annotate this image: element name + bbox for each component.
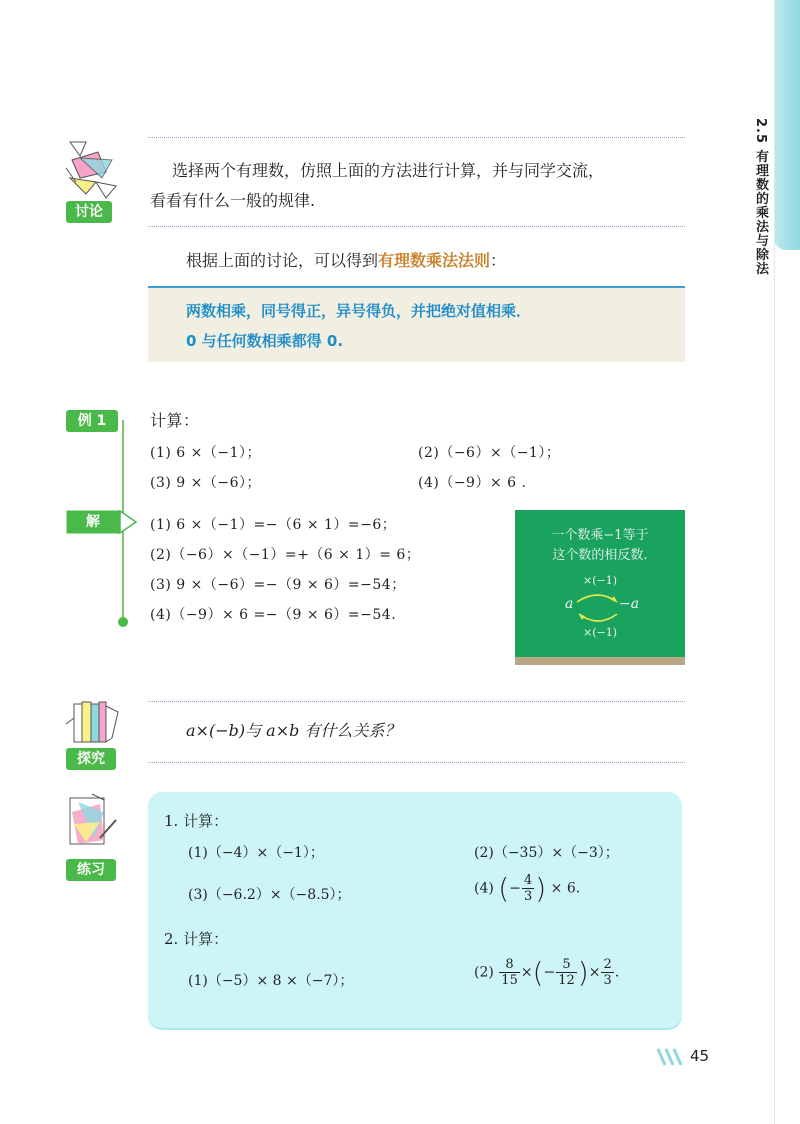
board-right: −a	[619, 596, 640, 612]
board-left: a	[565, 596, 574, 612]
chalkboard	[515, 510, 685, 665]
divider-dotted	[148, 762, 685, 763]
solution-line-4: (4)（−9）× 6 =−（9 × 6）=−54.	[150, 607, 397, 623]
discuss-line-1: 选择两个有理数，仿照上面的方法进行计算，并与同学交流，	[172, 161, 605, 180]
conclusion-suffix: ：	[490, 251, 507, 270]
practice-notebook-icon	[64, 792, 124, 856]
discuss-line-2: 看看有什么一般的规律.	[150, 191, 316, 210]
fraction	[601, 957, 613, 988]
conclusion-sentence	[186, 246, 506, 276]
solution-line-2: (2)（−6）×（−1）=+（6 × 1）= 6；	[150, 547, 421, 563]
q2-item-2-label: (2)	[474, 964, 494, 981]
fraction	[499, 957, 520, 988]
fraction-numerator: 2	[603, 957, 612, 972]
board-line-1: 一个数乘−1等于	[551, 528, 649, 543]
solution-line-3: (3) 9 ×（−6）=−（9 × 6）=−54；	[150, 577, 406, 593]
fraction-denominator: 15	[501, 973, 518, 988]
practice-q1: 1. 计算：	[164, 812, 229, 830]
explore-question: a×(−b)与 a×b 有什么关系？	[186, 721, 401, 740]
q1-item-4-label: (4)	[474, 880, 494, 897]
fraction-numerator: 4	[523, 873, 533, 888]
paren-open: (	[498, 872, 510, 905]
end-period: .	[614, 964, 620, 981]
explore-books-icon	[64, 698, 124, 746]
times-sign: ×	[520, 964, 533, 981]
paren-close: )	[535, 872, 547, 905]
rule-line-1: 两数相乘，同号得正，异号得负，并把绝对值相乘．	[186, 302, 532, 320]
example-item-1: (1) 6 ×（−1）；	[150, 445, 262, 461]
example-line-dot	[118, 617, 128, 627]
divider-dotted	[148, 137, 685, 138]
fraction	[556, 957, 577, 988]
sidebar-tab	[774, 0, 800, 250]
practice-box	[148, 792, 682, 1028]
solution-line-1: (1) 6 ×（−1）=−（6 × 1）=−6；	[150, 517, 397, 533]
solution-badge: 解	[86, 514, 100, 530]
fraction-denominator: 3	[523, 889, 533, 904]
practice-q2: 2. 计算：	[164, 930, 229, 948]
practice-q2-item-1: (1)（−5）× 8 ×（−7）；	[188, 973, 354, 989]
section-title: 2.5 有理数的乘法与除法	[753, 118, 768, 276]
example-prompt: 计算：	[150, 411, 200, 430]
divider-dotted	[148, 701, 685, 702]
conclusion-highlight: 有理数乘法法则	[378, 251, 491, 270]
q1-item-4-tail: × 6.	[550, 880, 581, 897]
fraction-denominator: 3	[603, 973, 612, 988]
example-item-2: (2)（−6）×（−1）；	[418, 445, 561, 461]
example-badge: 例 1	[66, 410, 118, 432]
fraction-numerator: 5	[556, 957, 577, 973]
board-bottom-op: ×(−1)	[582, 626, 617, 639]
frac-sign: −	[543, 964, 556, 981]
rule-line-2: 0 与任何数相乘都得 0.	[186, 332, 344, 350]
times-sign: ×	[588, 964, 601, 981]
divider-dotted	[148, 226, 685, 227]
fraction	[522, 873, 534, 904]
frac-sign: −	[509, 880, 521, 897]
fraction-denominator: 12	[558, 973, 575, 988]
practice-q1-item-3: (3)（−6.2）×（−8.5）；	[188, 887, 351, 903]
chalkboard-ledge	[515, 657, 685, 665]
conclusion-prefix: 根据上面的讨论，可以得到	[186, 251, 379, 270]
paren-close: )	[577, 956, 589, 989]
explore-badge: 探究	[66, 748, 116, 770]
example-item-3: (3) 9 ×（−6）；	[150, 475, 262, 491]
practice-q1-item-1: (1)（−4）×（−1）；	[188, 845, 324, 861]
sidebar-divider	[774, 0, 775, 1124]
chapter-sidebar	[744, 0, 800, 1124]
board-line-2: 这个数的相反数.	[552, 548, 648, 563]
practice-q1-item-2: (2)（−35）×（−3）；	[474, 845, 619, 861]
board-arrows-icon	[573, 588, 623, 628]
rule-box	[148, 286, 685, 362]
example-item-4: (4)（−9）× 6 .	[418, 475, 527, 491]
page-stripes-icon	[656, 1047, 688, 1067]
page-number: 45	[690, 1047, 710, 1065]
board-top-op: ×(−1)	[582, 574, 617, 587]
discuss-badge: 讨论	[66, 201, 112, 223]
discuss-icon	[62, 138, 124, 202]
paren-open: (	[532, 956, 544, 989]
practice-badge: 练习	[66, 859, 116, 881]
practice-q2-item-2	[474, 956, 619, 989]
fraction-numerator: 8	[499, 957, 520, 973]
practice-q1-item-4	[474, 872, 580, 905]
